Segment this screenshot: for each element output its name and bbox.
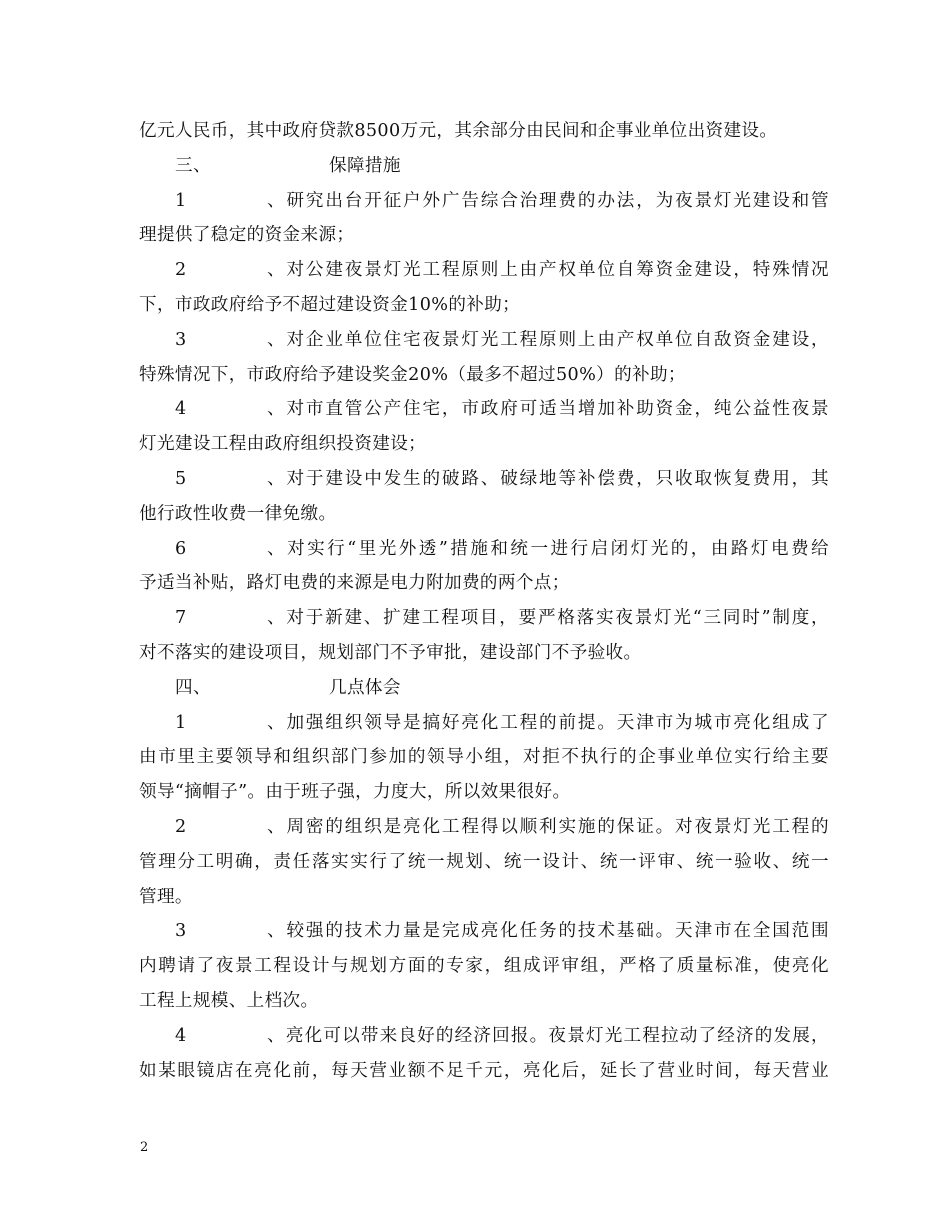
list-item-first-line: 1、研究出台开征户外广告综合治理费的办法，为夜景灯光建设和管 <box>139 184 829 219</box>
body-line: 领导“摘帽子”。由于班子强，力度大，所以效果很好。 <box>139 782 571 803</box>
list-item-first-line: 6、对实行“里光外透”措施和统一进行启闭灯光的，由路灯电费给 <box>139 532 829 567</box>
document-body <box>139 114 829 1088</box>
item-number: 6、 <box>175 538 285 559</box>
body-line: 内聘请了夜景工程设计与规划方面的专家，组成评审组，严格了质量标准，使亮化 <box>139 956 829 977</box>
item-number: 2、 <box>175 816 285 837</box>
item-number: 3、 <box>175 921 285 942</box>
body-line: 下，市政政府给予不超过建设资金10%的补助； <box>139 294 521 315</box>
list-item-first-line: 3、较强的技术力量是完成亮化任务的技术基础。天津市在全国范围 <box>139 914 829 949</box>
section-title: 保障措施 <box>329 155 401 176</box>
body-line: 工程上规模、上档次。 <box>139 990 319 1011</box>
item-number: 4、 <box>175 1025 285 1046</box>
body-line: 如某眼镜店在亮化前，每天营业额不足千元，亮化后，延长了营业时间，每天营业 <box>139 1060 829 1081</box>
section-heading <box>139 149 829 184</box>
body-line: 特殊情况下，市政府给予建设奖金20%（最多不超过50%）的补助； <box>139 364 686 385</box>
list-item-first-line: 4、亮化可以带来良好的经济回报。夜景灯光工程拉动了经济的发展， <box>139 1019 829 1054</box>
list-item-first-line: 2、周密的组织是亮化工程得以顺利实施的保证。对夜景灯光工程的 <box>139 810 829 845</box>
body-line: 由市里主要领导和组织部门参加的领导小组，对拒不执行的企事业单位实行给主要 <box>139 747 829 768</box>
body-line: 他行政性收费一律免缴。 <box>139 503 337 524</box>
section-number: 三、 <box>175 155 211 176</box>
item-number: 1、 <box>175 712 285 733</box>
body-line: 理提供了稳定的资金来源； <box>139 225 355 246</box>
item-number: 2、 <box>175 260 285 281</box>
body-line: 灯光建设工程由政府组织投资建设； <box>139 434 427 455</box>
page-number: 2 <box>140 1140 149 1155</box>
item-number: 7、 <box>175 608 285 629</box>
list-item-first-line: 5、对于建设中发生的破路、破绿地等补偿费，只收取恢复费用，其 <box>139 462 829 497</box>
body-line: 对不落实的建设项目，规划部门不予审批，建设部门不予验收。 <box>139 642 642 663</box>
item-number: 1、 <box>175 190 285 211</box>
list-item-first-line: 7、对于新建、扩建工程项目，要严格落实夜景灯光“三同时”制度， <box>139 601 829 636</box>
list-item-first-line: 4、对市直管公产住宅，市政府可适当增加补助资金，纯公益性夜景 <box>139 392 829 427</box>
section-title: 几点体会 <box>329 677 401 698</box>
section-heading <box>139 671 829 706</box>
body-line: 管理分工明确，责任落实实行了统一规划、统一设计、统一评审、统一验收、统一 <box>139 851 829 872</box>
body-line: 亿元人民币，其中政府贷款8500万元，其余部分由民间和企事业单位出资建设。 <box>139 121 778 141</box>
item-number: 4、 <box>175 399 285 420</box>
item-number: 5、 <box>175 468 285 489</box>
body-line: 予适当补贴，路灯电费的来源是电力附加费的两个点； <box>139 573 570 594</box>
list-item-first-line: 1、加强组织领导是搞好亮化工程的前提。天津市为城市亮化组成了 <box>139 706 829 741</box>
body-line: 管理。 <box>139 886 193 907</box>
list-item-first-line: 3、对企业单位住宅夜景灯光工程原则上由产权单位自敌资金建设， <box>139 323 829 358</box>
section-number: 四、 <box>175 677 211 698</box>
list-item-first-line: 2、对公建夜景灯光工程原则上由产权单位自筹资金建设，特殊情况 <box>139 253 829 288</box>
item-number: 3、 <box>175 329 285 350</box>
